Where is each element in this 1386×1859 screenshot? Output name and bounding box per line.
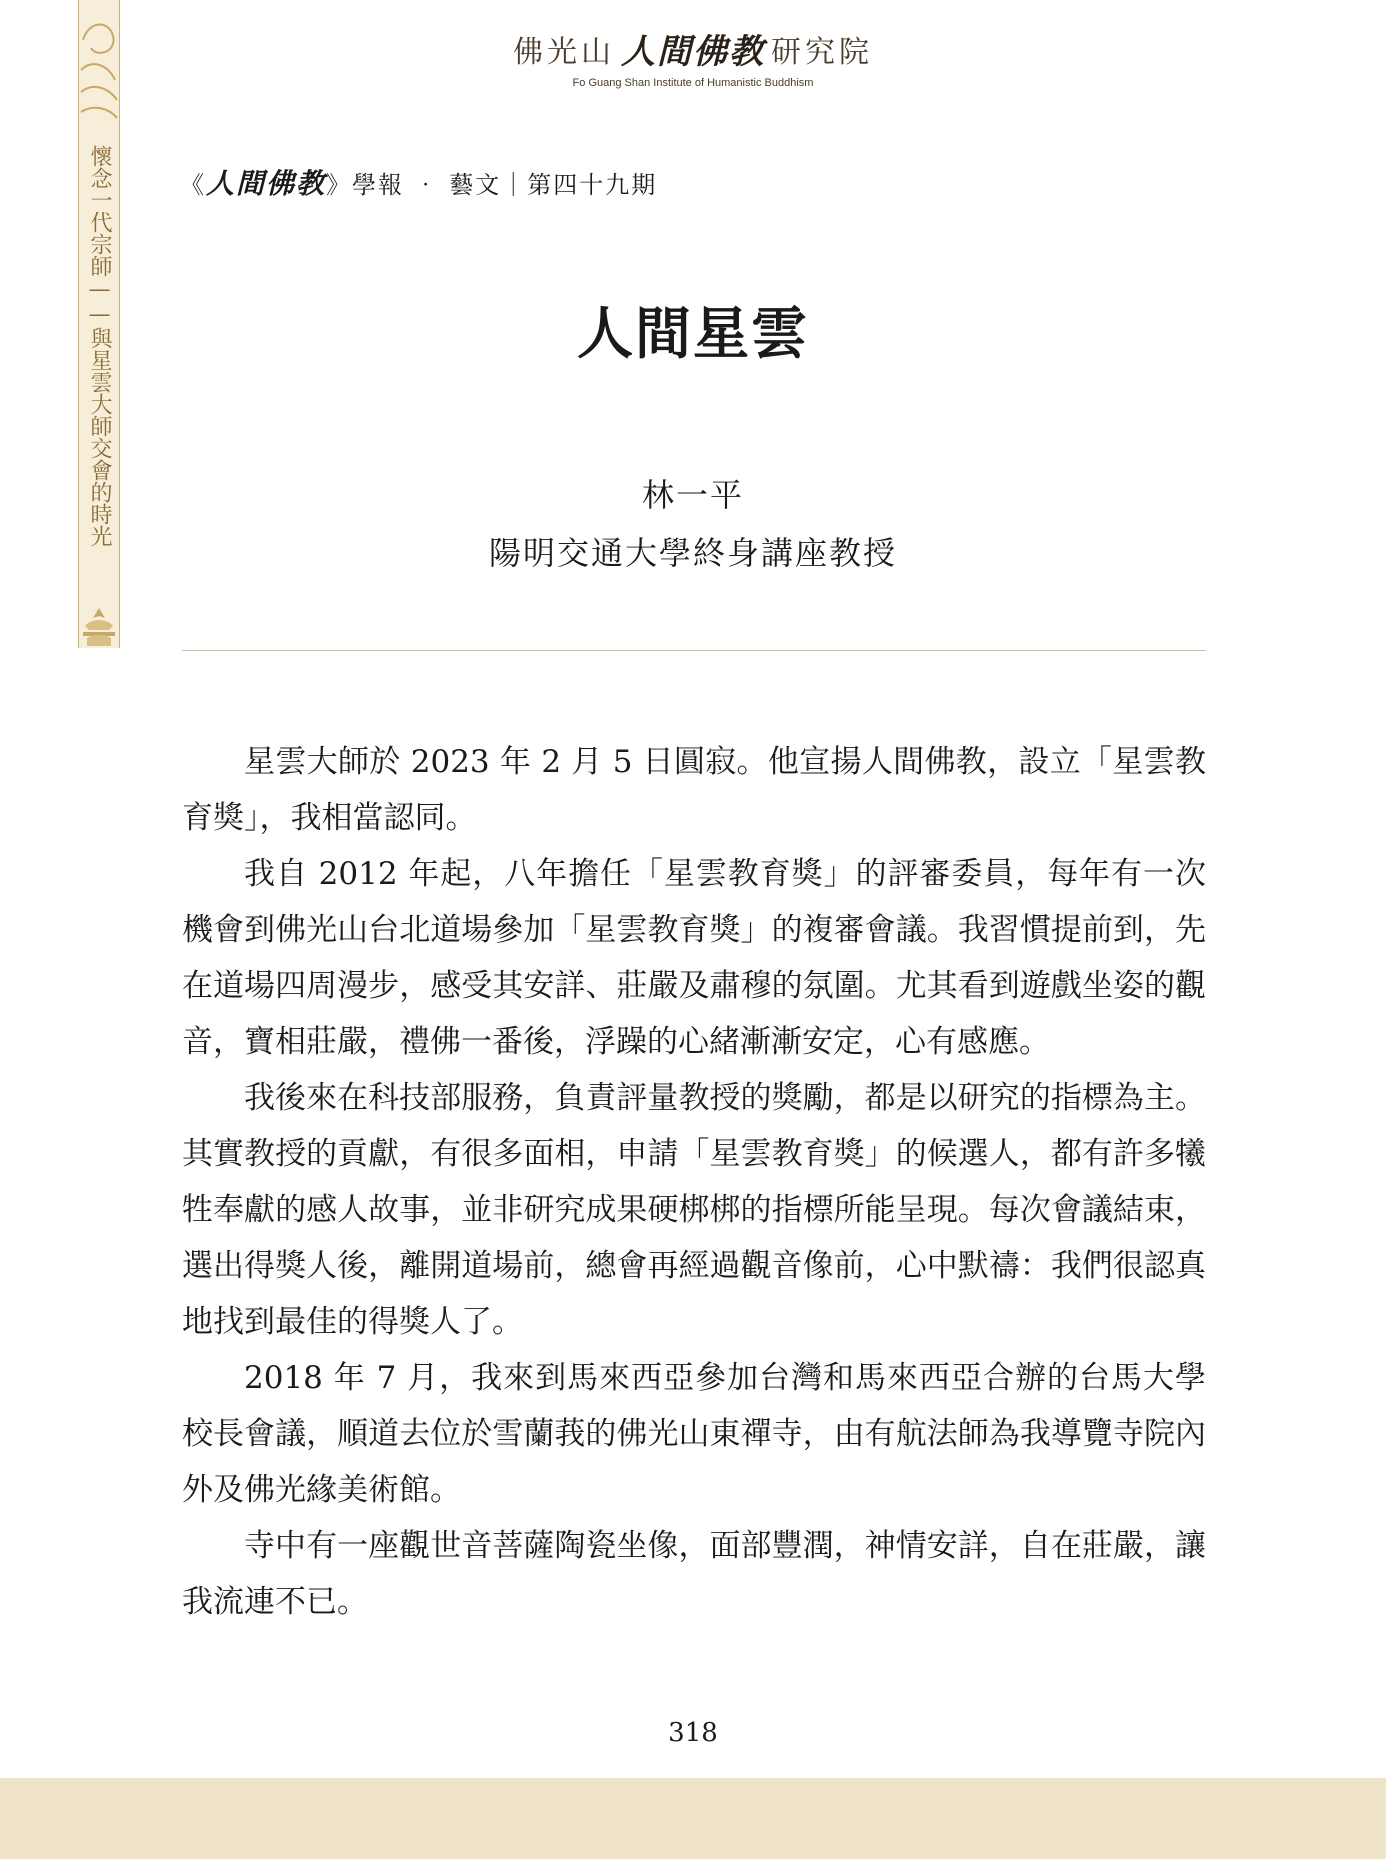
article-title: 人間星雲 <box>577 301 809 367</box>
lotus-ornament-icon <box>79 604 119 648</box>
journal-open-bracket: 《 <box>180 171 206 199</box>
institute-header <box>0 24 1386 89</box>
page-number: 318 <box>668 1718 718 1748</box>
footer-band <box>0 1778 1386 1859</box>
header-english-subtitle: Fo Guang Shan Institute of Humanistic Buddhism <box>572 77 814 89</box>
article-author: 林一平 <box>641 476 744 514</box>
journal-issue: 》學報 ‧ 藝文｜第四十九期 <box>326 171 658 199</box>
paragraph: 2018 年 7 月，我來到馬來西亞參加台灣和馬來西亞合辦的台馬大學校長會議，順道去位於雪蘭莪的佛光山東禪寺，由有航法師為我導覽寺院內外及佛光緣美術館。 <box>182 1360 1206 1508</box>
journal-info <box>180 162 657 202</box>
author-affiliation: 陽明交通大學終身講座教授 <box>488 534 897 572</box>
article-body <box>182 734 1206 1630</box>
journal-brush-logo: 人間佛教 <box>206 167 327 200</box>
sidebar-section-title: 懷念一代宗師——與星雲大師交會的時光 <box>87 145 112 547</box>
paragraph: 星雲大師於 2023 年 2 月 5 日圓寂。他宣揚人間佛教，設立「星雲教育獎」，我相當認同。 <box>182 744 1206 836</box>
paragraph: 我後來在科技部服務，負責評量教授的獎勵，都是以研究的指標為主。其實教授的貢獻，有很多面相，申請「星雲教育獎」的候選人，都有許多犧牲奉獻的感人故事，並非研究成果硬梆梆的指標所能呈現。每次會議結束，選出得獎人後，離開道場前，總會再經過觀音像前，心中默禱：我們很認真地找到最佳的得獎人了。 <box>182 1080 1206 1340</box>
title-divider <box>182 650 1206 651</box>
paragraph: 我自 2012 年起，八年擔任「星雲教育獎」的評審委員，每年有一次機會到佛光山台北道場參加「星雲教育獎」的複審會議。我習慣提前到，先在道場四周漫步，感受其安詳、莊嚴及肅穆的氛圍。尤其看到遊戲坐姿的觀音，寶相莊嚴，禮佛一番後，浮躁的心緒漸漸安定，心有感應。 <box>182 856 1206 1060</box>
header-post: 研究院 <box>771 34 873 70</box>
paragraph: 寺中有一座觀世音菩薩陶瓷坐像，面部豐潤，神情安詳，自在莊嚴，讓我流連不已。 <box>182 1528 1206 1620</box>
header-pre: 佛光山 <box>513 34 615 70</box>
header-brush-logo: 人間佛教 <box>621 32 765 72</box>
